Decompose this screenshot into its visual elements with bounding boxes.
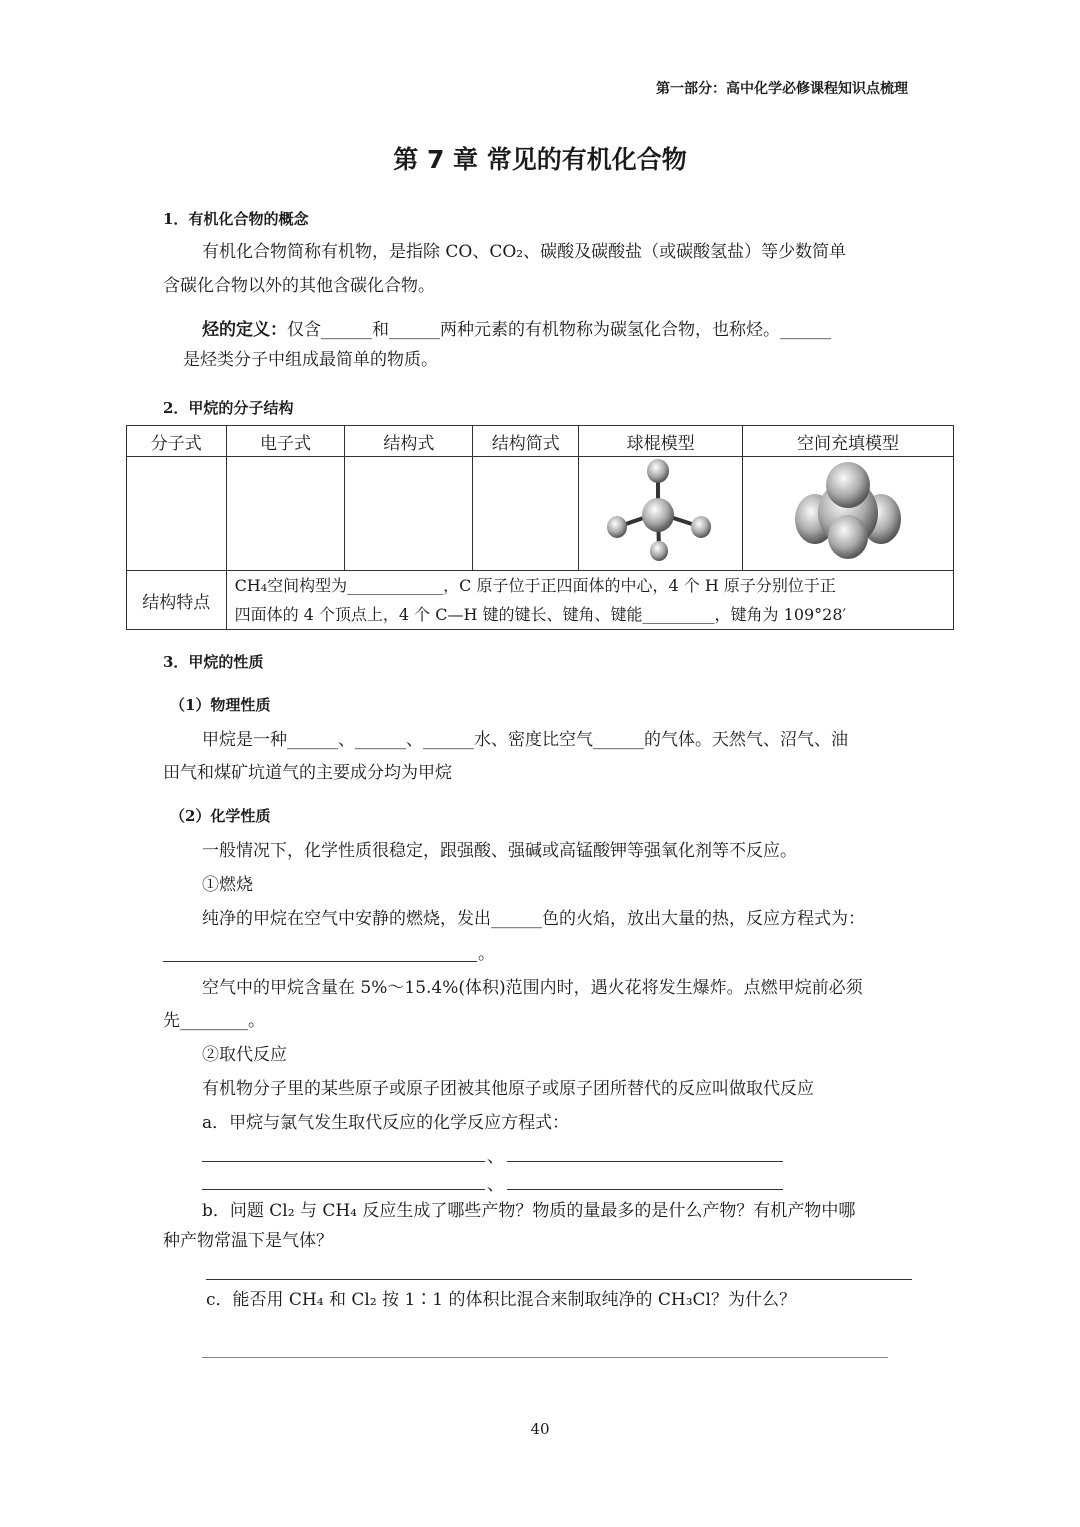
feature-line: 四面体的 4 个顶点上，4 个 C—H 键的键长、键角、键能_________，键角为 109°28′ xyxy=(234,605,847,624)
separator: 、 xyxy=(487,1147,504,1167)
paragraph: 田气和煤矿坑道气的主要成分均为甲烷 xyxy=(163,763,452,783)
page-number: 40 xyxy=(530,1420,550,1438)
column-header: 结构简式 xyxy=(473,426,579,457)
answer-line xyxy=(206,1279,912,1280)
paragraph: 先________。 xyxy=(163,1011,265,1031)
running-header: 第一部分：高中化学必修课程知识点梳理 xyxy=(656,81,908,97)
blank-cell xyxy=(226,457,345,571)
paragraph: 有机化合物简称有机物，是指除 CO、CO₂、碳酸及碳酸盐（或碳酸氢盐）等少数简单 xyxy=(202,242,847,262)
question-b-cont: 种产物常温下是气体？ xyxy=(163,1231,333,1251)
definition-label: 烃的定义： xyxy=(202,320,287,340)
section-1-heading: 1．有机化合物的概念 xyxy=(163,210,309,228)
chapter-title: 第 7 章 常见的有机化合物 xyxy=(393,145,687,174)
definition xyxy=(202,319,831,341)
chemical-properties-heading: （2）化学性质 xyxy=(170,807,271,825)
period: 。 xyxy=(478,944,495,964)
feature-label: 结构特点 xyxy=(127,571,227,630)
answer-line xyxy=(202,1357,888,1358)
question-c: c．能否用 CH₄ 和 Cl₂ 按 1∶1 的体积比混合来制取纯净的 CH₃Cl？为什么？ xyxy=(206,1290,796,1310)
definition-text: 仅含______和______两种元素的有机物称为碳氢化合物，也称烃。______ xyxy=(287,320,831,340)
ball-and-stick-model-image xyxy=(601,457,721,565)
answer-line xyxy=(163,961,477,962)
paragraph: 一般情况下，化学性质很稳定，跟强酸、强碱或高锰酸钾等强氧化剂等不反应。 xyxy=(202,841,797,861)
column-header: 分子式 xyxy=(127,426,227,457)
paragraph: 甲烷是一种______、______、______水、密度比空气______的气体。天然气、沼气、油 xyxy=(202,730,848,750)
paragraph: 含碳化合物以外的其他含碳化合物。 xyxy=(163,276,435,296)
paragraph: 空气中的甲烷含量在 5%～15.4%(体积)范围内时，遇火花将发生爆炸。点燃甲烷前必须 xyxy=(202,978,863,998)
separator: 、 xyxy=(487,1175,504,1195)
feature-line: CH₄空间构型为____________，C 原子位于正四面体的中心，4 个 H 原子分别位于正 xyxy=(234,576,836,595)
column-header: 空间充填模型 xyxy=(743,426,954,457)
ball-stick-model-cell xyxy=(579,457,743,571)
section-2-heading: 2．甲烷的分子结构 xyxy=(163,399,294,417)
column-header: 电子式 xyxy=(226,426,345,457)
answer-line xyxy=(507,1161,783,1162)
question-a: a．甲烷与氯气发生取代反应的化学反应方程式： xyxy=(202,1113,570,1133)
physical-properties-heading: （1）物理性质 xyxy=(170,696,271,714)
methane-structure-table xyxy=(126,425,954,630)
section-3-heading: 3．甲烷的性质 xyxy=(163,653,264,671)
blank-cell xyxy=(127,457,227,571)
column-header: 结构式 xyxy=(345,426,473,457)
combustion-heading: ①燃烧 xyxy=(202,875,253,895)
question-b: b．问题 Cl₂ 与 CH₄ 反应生成了哪些产物？物质的量最多的是什么产物？有机产物中哪 xyxy=(202,1201,856,1221)
column-header: 球棍模型 xyxy=(579,426,743,457)
blank-cell xyxy=(473,457,579,571)
substitution-heading: ②取代反应 xyxy=(202,1045,287,1065)
feature-text xyxy=(226,571,953,630)
answer-line xyxy=(202,1189,485,1190)
space-filling-model-cell xyxy=(743,457,954,571)
space-filling-model-image xyxy=(793,461,903,561)
answer-line xyxy=(202,1161,485,1162)
paragraph: 纯净的甲烷在空气中安静的燃烧，发出______色的火焰，放出大量的热，反应方程式为： xyxy=(202,909,865,929)
paragraph: 有机物分子里的某些原子或原子团被其他原子或原子团所替代的反应叫做取代反应 xyxy=(202,1079,814,1099)
answer-line xyxy=(507,1189,783,1190)
paragraph: 是烃类分子中组成最简单的物质。 xyxy=(183,350,438,370)
blank-cell xyxy=(345,457,473,571)
